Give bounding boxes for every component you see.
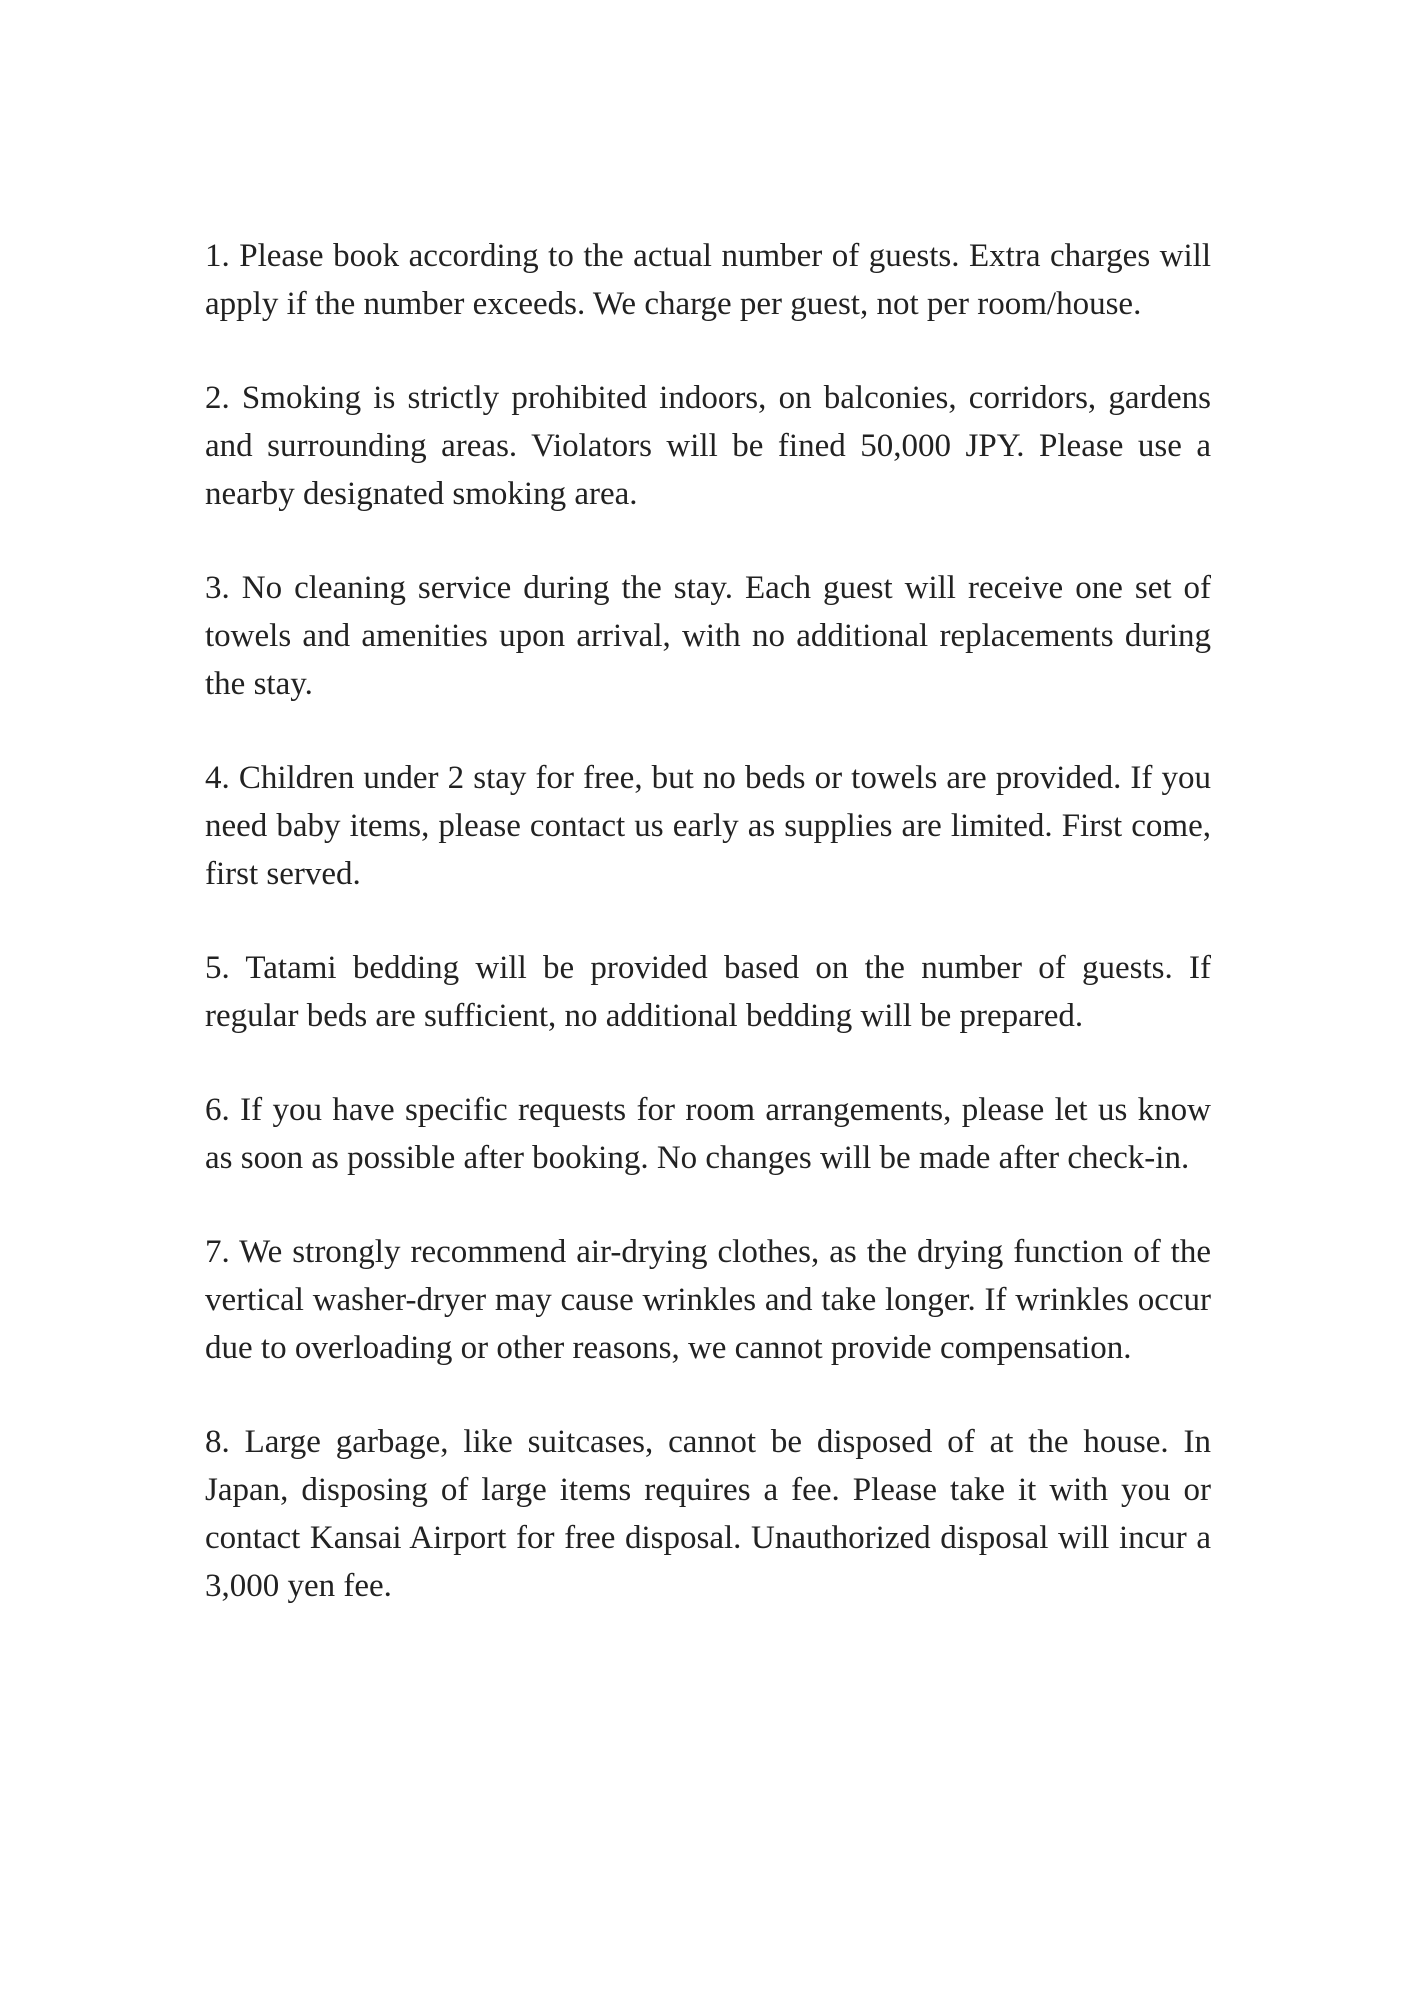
rule-1-guest-count: 1. Please book according to the actual number of guests. Extra charges will apply if the number exceeds. We charge per guest, not per room/house. xyxy=(205,238,1211,322)
rule-4-children-policy: 4. Children under 2 stay for free, but no beds or towels are provided. If you need baby items, please contact us early as supplies are limited. First come, first served. xyxy=(205,760,1211,892)
rule-2-no-smoking: 2. Smoking is strictly prohibited indoors, on balconies, corridors, gardens and surrounding areas. Violators will be fined 50,000 JPY. Please use a nearby designated smoking area. xyxy=(205,380,1211,512)
rule-5-tatami-bedding: 5. Tatami bedding will be provided based on the number of guests. If regular beds are sufficient, no additional bedding will be prepared. xyxy=(205,950,1211,1034)
rule-3-no-cleaning-service: 3. No cleaning service during the stay. Each guest will receive one set of towels and amenities upon arrival, with no additional replacements during the stay. xyxy=(205,570,1211,702)
rule-7-air-drying: 7. We strongly recommend air-drying clothes, as the drying function of the vertical washer-dryer may cause wrinkles and take longer. If wrinkles occur due to overloading or other reasons, we cannot provide compensation. xyxy=(205,1234,1211,1366)
rule-8-large-garbage: 8. Large garbage, like suitcases, cannot be disposed of at the house. In Japan, disposing of large items requires a fee. Please take it with you or contact Kansai Airport for free disposal. Unauthorized disposal will incur a 3,000 yen fee. xyxy=(205,1424,1211,1604)
rule-6-room-arrangements: 6. If you have specific requests for room arrangements, please let us know as soon as possible after booking. No changes will be made after check-in. xyxy=(205,1092,1211,1176)
house-rules-document xyxy=(205,232,1211,1656)
